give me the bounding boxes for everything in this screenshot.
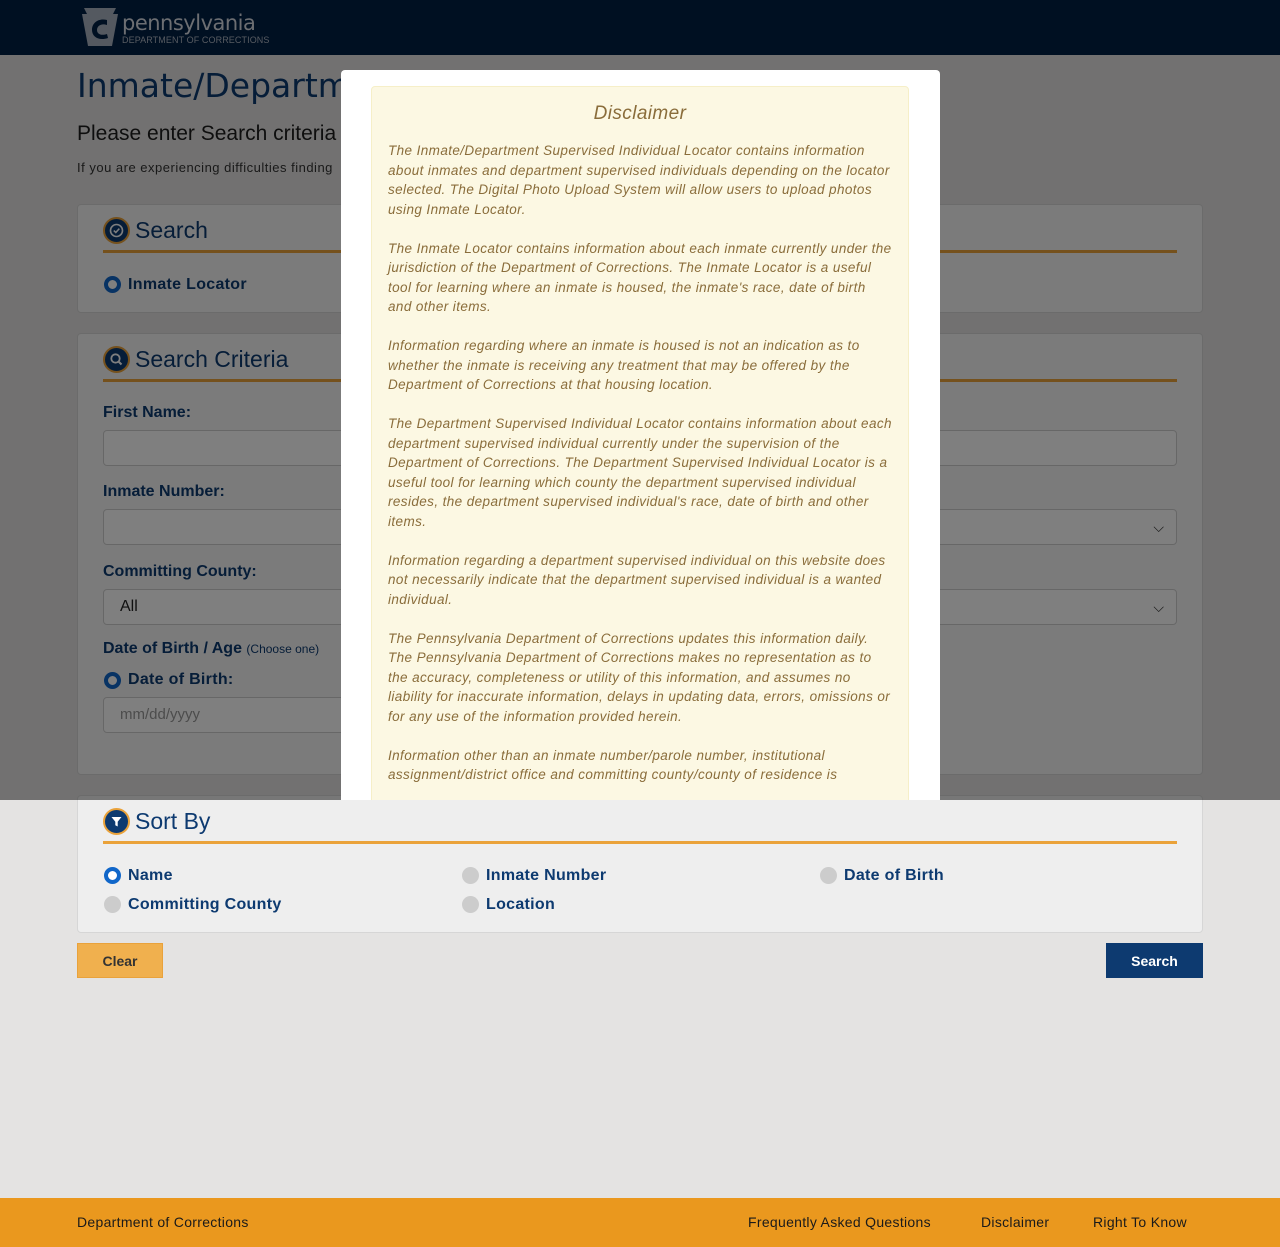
- footer-right-to-know-link[interactable]: Right To Know: [1093, 1214, 1187, 1230]
- footer-faq-link[interactable]: Frequently Asked Questions: [748, 1214, 931, 1230]
- disclaimer-paragraph: Information regarding where an inmate is housed is not an indication as to whether the inmate is receiving any treatment that may be offered by the Department of Corrections at that housing location.: [388, 338, 860, 392]
- disclaimer-paragraph: The Department Supervised Individual Locator contains information about each department supervised individual currently under the supervision of the Department of Corrections. The Department Supervised Individual Locator is a useful tool for learning which county the department supervised individual resides, the department supervised individual's race, date of birth and other items.: [388, 416, 892, 529]
- disclaimer-paragraph: Information other than an inmate number/parole number, institutional assignment/district office and committing county/county of residence is: [388, 747, 838, 782]
- disclaimer-paragraph: The Inmate/Department Supervised Individual Locator contains information about inmates and department supervised individuals depending on the locator selected. The Digital Photo Upload System will allow users to upload photos using Inmate Locator.: [388, 143, 890, 217]
- sort-inmate-number-label[interactable]: Inmate Number: [486, 867, 607, 884]
- sort-committing-county-radio[interactable]: [104, 896, 121, 913]
- disclaimer-paragraph: The Inmate Locator contains information about each inmate currently under the jurisdiction of the Department of Corrections. The Inmate Locator is a useful tool for learning where an inmate is housed, the inmate's race, date of birth and other items.: [388, 240, 892, 314]
- sort-panel-header: [103, 796, 1177, 844]
- sort-committing-county-label[interactable]: Committing County: [128, 896, 282, 913]
- site-footer: [0, 1198, 1280, 1247]
- sort-panel-title: Sort By: [135, 808, 211, 834]
- sort-location-radio[interactable]: [462, 896, 479, 913]
- sort-inmate-number-radio[interactable]: [462, 867, 479, 884]
- disclaimer-paragraph: Information regarding a department supervised individual on this website does not necessarily indicate that the department supervised individual is a wanted individual.: [388, 552, 886, 607]
- disclaimer-paragraph: The Pennsylvania Department of Corrections updates this information daily. The Pennsylvania Department of Corrections makes no representation as to the accuracy, completeness or utility of this information, and assumes no liability for inaccurate information, delays in updating data, errors, omissions or for any use of the information provided herein.: [388, 630, 891, 724]
- sort-name-radio[interactable]: [104, 867, 121, 884]
- sort-dob-radio[interactable]: [820, 867, 837, 884]
- sort-location-label[interactable]: Location: [486, 896, 556, 913]
- disclaimer-modal: [341, 70, 940, 800]
- clear-button[interactable]: Clear: [77, 943, 163, 978]
- disclaimer-title: Disclaimer: [593, 103, 687, 124]
- sort-by-panel: [77, 795, 1203, 933]
- sort-dob-label[interactable]: Date of Birth: [844, 867, 944, 884]
- footer-disclaimer-link[interactable]: Disclaimer: [981, 1214, 1050, 1230]
- disclaimer-box: [371, 86, 909, 800]
- footer-org-link[interactable]: Department of Corrections: [77, 1214, 249, 1230]
- sort-name-label[interactable]: Name: [128, 867, 173, 884]
- filter-icon: [103, 808, 130, 835]
- search-button[interactable]: Search: [1106, 943, 1203, 978]
